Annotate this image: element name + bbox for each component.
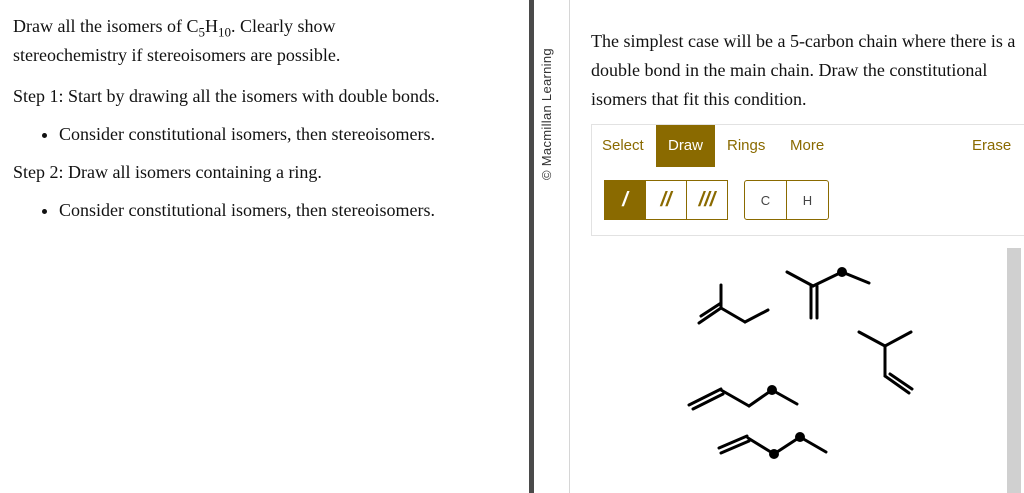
question-line-2: stereochemistry if stereoisomers are possible. xyxy=(13,45,341,65)
tab-more[interactable]: More xyxy=(790,137,825,154)
atom-dot[interactable] xyxy=(837,267,847,277)
question-line-1: Draw all the isomers of $C_5H_{10}$. Clearly show xyxy=(13,16,336,40)
molecule-4[interactable] xyxy=(689,389,797,409)
molecule-2[interactable] xyxy=(787,272,869,318)
erase-button[interactable]: Erase xyxy=(972,137,1012,154)
tab-draw[interactable]: Draw xyxy=(656,125,715,167)
atom-dot[interactable] xyxy=(769,449,779,459)
editor-tabs xyxy=(592,125,1024,167)
drawing-canvas[interactable] xyxy=(591,236,1006,493)
carbon-atom-button[interactable]: C xyxy=(744,180,787,220)
tab-rings[interactable]: Rings xyxy=(727,137,766,154)
atom-dot[interactable] xyxy=(795,432,805,442)
hydrogen-atom-button[interactable]: H xyxy=(786,180,829,220)
single-bond-button[interactable]: / xyxy=(604,180,646,220)
question-text xyxy=(13,12,513,234)
step-1: Step 1: Start by drawing all the isomers with double bonds. xyxy=(13,86,440,106)
atom-dot[interactable] xyxy=(767,385,777,395)
atom-type-group xyxy=(744,180,828,220)
bond-type-group xyxy=(604,180,727,220)
panel-divider[interactable] xyxy=(529,0,534,493)
molecule-1[interactable] xyxy=(699,285,768,323)
triple-bond-button[interactable]: /// xyxy=(686,180,728,220)
tab-select[interactable]: Select xyxy=(602,137,644,154)
hint-prompt: The simplest case will be a 5-carbon chain where there is a double bond in the main chain. Draw the constitutional isomers that fit this condition. xyxy=(591,31,1016,109)
double-bond-button[interactable]: // xyxy=(645,180,687,220)
step-2: Step 2: Draw all isomers containing a ring. xyxy=(13,162,322,182)
credit-separator xyxy=(569,0,570,493)
bullet-2: • Consider constitutional isomers, then stereoisomers. xyxy=(59,196,513,225)
step-2-bullets xyxy=(13,196,513,225)
copyright-credit: © Macmillan Learning xyxy=(539,48,554,180)
molecule-3[interactable] xyxy=(859,332,912,393)
canvas-scrollbar[interactable] xyxy=(1007,248,1021,493)
bullet-1: • Consider constitutional isomers, then stereoisomers. xyxy=(59,120,513,149)
molecule-editor-toolbar xyxy=(591,124,1024,236)
step-1-bullets xyxy=(13,120,513,149)
